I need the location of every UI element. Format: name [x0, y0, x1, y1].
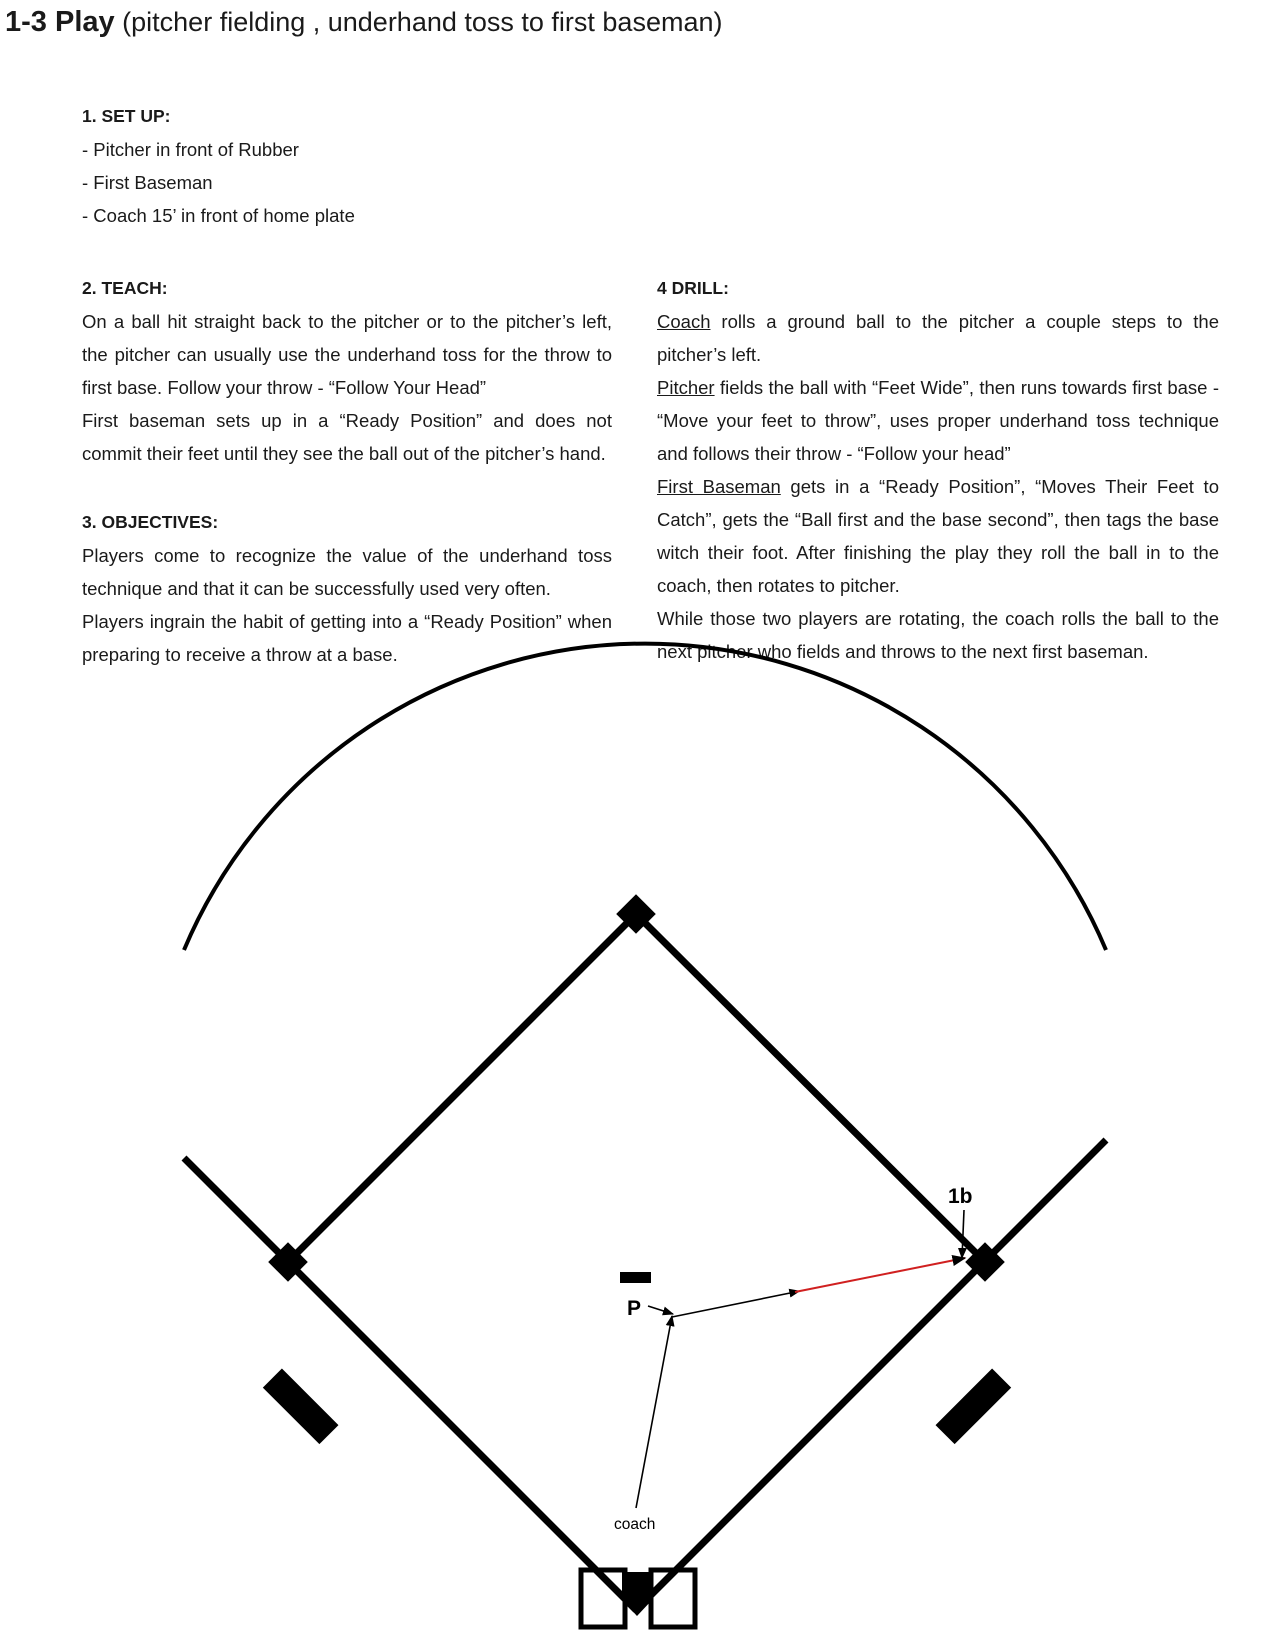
pitcher-label: P — [627, 1297, 642, 1320]
drill-pitcher-text: fields the ball with “Feet Wide”, then runs towards first base - “Move your feet to throw”, uses proper underhand toss technique and follows their throw - “Follow your head” — [657, 377, 1219, 464]
first-baseman-arrow — [962, 1210, 964, 1258]
teach-heading: 2. TEACH: — [82, 278, 168, 298]
drill-firstbase-text: gets in a “Ready Position”, “Moves Their Feet to Catch”, gets the “Ball first and the base second”, then tags the base witch their foot. After finishing the play they roll the ball in to the coach, then rotates to pitcher. — [657, 476, 1219, 596]
drill-firstbase-label: First Baseman — [657, 476, 781, 497]
left-coach-box — [263, 1369, 339, 1445]
right-foul-line — [636, 1140, 1106, 1610]
base-path-second-to-first — [636, 914, 985, 1262]
setup-item: - First Baseman — [82, 172, 213, 193]
drill-rotation-paragraph: While those two players are rotating, the coach rolls the ball to the next pitcher who fields and throws to the next first baseman. — [657, 608, 1219, 662]
right-batter-box — [651, 1570, 695, 1627]
drill-heading: 4 DRILL: — [657, 278, 729, 298]
objectives-paragraph: Players come to recognize the value of the underhand toss technique and that it can be successfully used very often. — [82, 545, 612, 599]
coach-label: coach — [614, 1516, 656, 1533]
toss-arrow — [795, 1258, 965, 1292]
base-path-third-to-second — [288, 914, 636, 1262]
left-foul-line — [184, 1158, 636, 1610]
objectives-paragraph: Players ingrain the habit of getting into a “Ready Position” when preparing to receive a throw at a base. — [82, 611, 612, 665]
setup-item: - Pitcher in front of Rubber — [82, 139, 299, 160]
teach-paragraph: On a ball hit straight back to the pitcher or to the pitcher’s left, the pitcher can usually use the underhand toss for the throw to first base. Follow your throw - “Follow Your Head” — [82, 311, 612, 398]
setup-item: - Coach 15’ in front of home plate — [82, 205, 355, 226]
drill-coach-text: rolls a ground ball to the pitcher a couple steps to the pitcher’s left. — [657, 311, 1219, 365]
drill-pitcher-label: Pitcher — [657, 377, 715, 398]
pitcher-run-arrow — [672, 1292, 795, 1317]
pitcher-move-arrow — [648, 1306, 673, 1314]
setup-heading: 1. SET UP: — [82, 106, 171, 126]
first-baseman-label: 1b — [948, 1185, 973, 1208]
teach-paragraph: First baseman sets up in a “Ready Position” and does not commit their feet until they see the ball out of the pitcher’s hand. — [82, 410, 612, 464]
roll-path-arrow — [636, 1316, 672, 1508]
title-main: 1-3 Play — [5, 6, 115, 38]
title-subtitle: (pitcher fielding , underhand toss to first baseman) — [122, 7, 723, 37]
drill-coach-label: Coach — [657, 311, 711, 332]
right-coach-box — [936, 1369, 1012, 1445]
objectives-heading: 3. OBJECTIVES: — [82, 512, 219, 532]
pitcher-rubber — [620, 1272, 651, 1283]
